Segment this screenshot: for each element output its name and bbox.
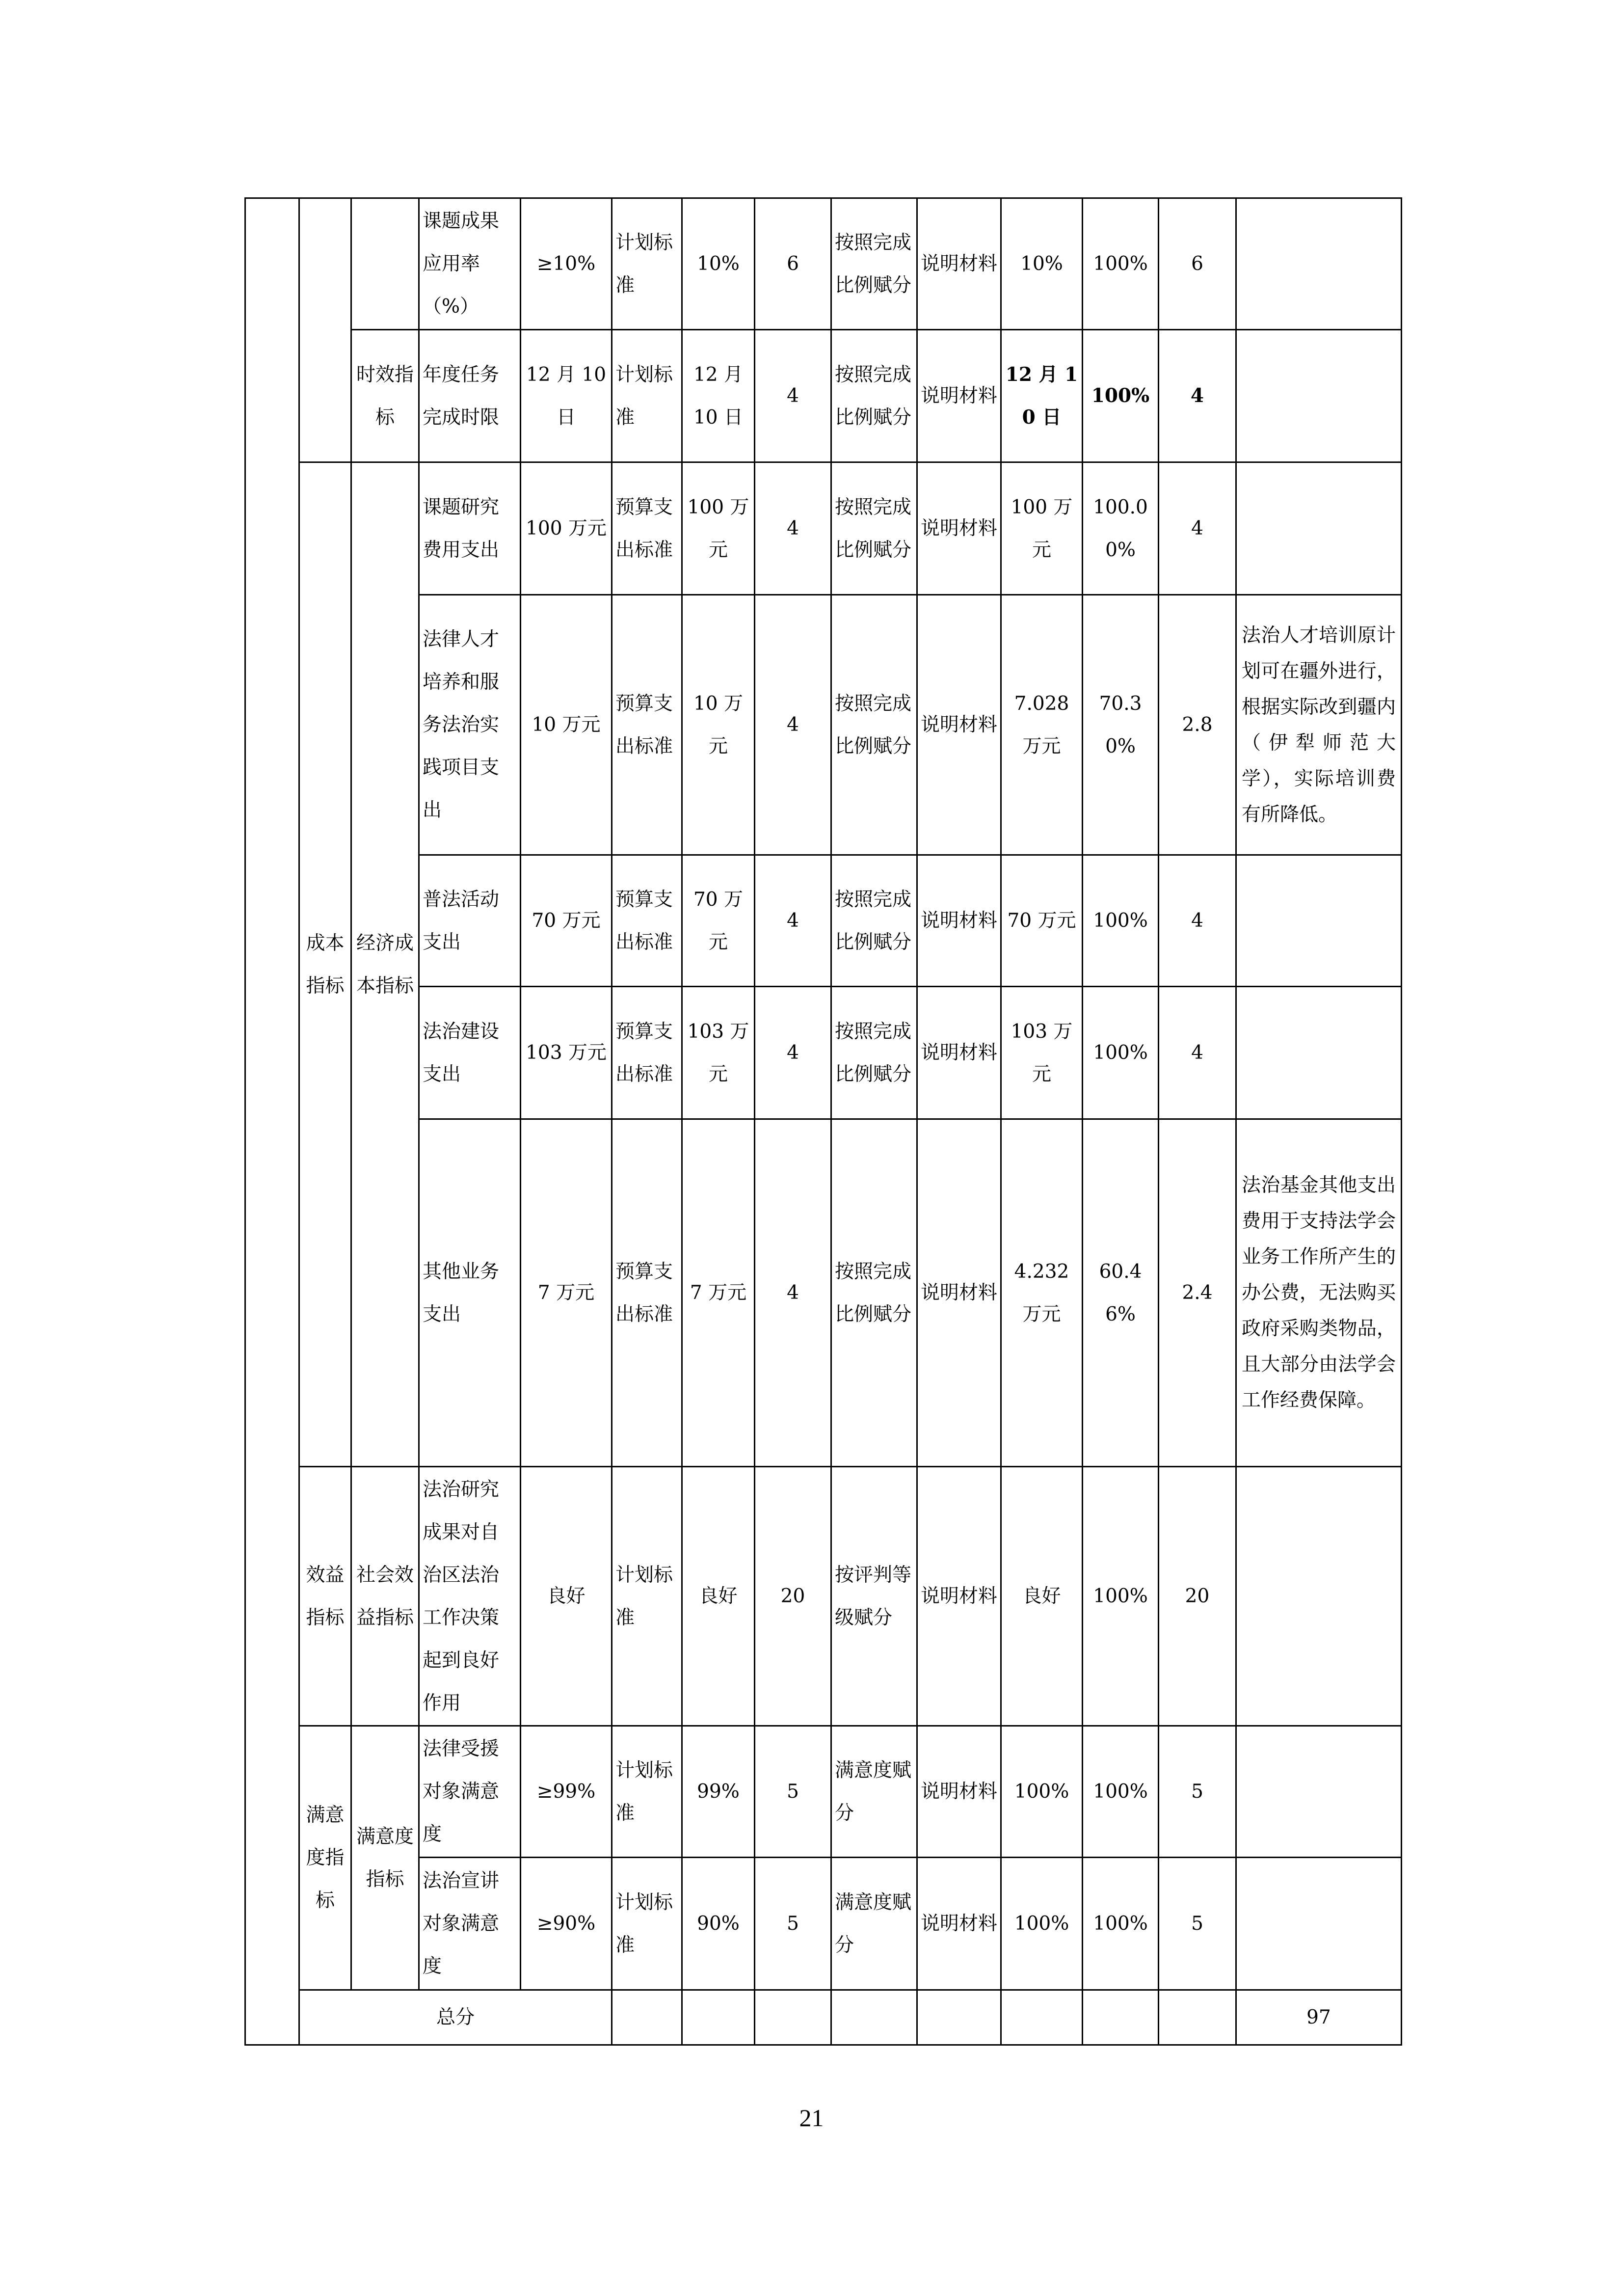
- standard-cell: 计划标准: [612, 1467, 682, 1726]
- evidence-cell: 说明材料: [917, 462, 1001, 595]
- weight-cell: 4: [755, 987, 831, 1119]
- score-cell: 20: [1159, 1467, 1236, 1726]
- indicator-cell: 课题成果应用率（%）: [419, 198, 521, 330]
- actual-cell: 70 万元: [1001, 855, 1083, 987]
- note-cell: [1236, 1726, 1402, 1858]
- method-cell: 按照完成比例赋分: [831, 198, 917, 330]
- table-row: [245, 198, 1402, 330]
- rate-cell: 100%: [1083, 330, 1159, 462]
- indicator-cell: 年度任务完成时限: [419, 330, 521, 462]
- table-row: [245, 462, 1402, 595]
- weight-cell: 4: [755, 855, 831, 987]
- table-row: [245, 330, 1402, 462]
- total-score: 97: [1236, 1990, 1402, 2045]
- rate-cell: 60.46%: [1083, 1119, 1159, 1467]
- page-number: 21: [799, 2104, 824, 2132]
- score-cell: 2.4: [1159, 1119, 1236, 1467]
- table-row: [245, 1467, 1402, 1726]
- actual-cell: 4.232 万元: [1001, 1119, 1083, 1467]
- sub-indicator-cell: 时效指标: [351, 330, 419, 462]
- note-cell: [1236, 987, 1402, 1119]
- note-cell: [1236, 1858, 1402, 1990]
- score-cell: 6: [1159, 198, 1236, 330]
- rate-cell: 100%: [1083, 1467, 1159, 1726]
- evidence-cell: 说明材料: [917, 1726, 1001, 1858]
- indicator-cell: 法治研究成果对自治区法治工作决策起到良好作用: [419, 1467, 521, 1726]
- actual-cell: 100 万元: [1001, 462, 1083, 595]
- evidence-cell: 说明材料: [917, 855, 1001, 987]
- standard-cell: 计划标准: [612, 198, 682, 330]
- rate-cell: 70.30%: [1083, 595, 1159, 855]
- category-cell: 满意度指标: [299, 1726, 351, 1990]
- standard-value-cell: 7 万元: [682, 1119, 755, 1467]
- empty-cell: [612, 1990, 682, 2045]
- rate-cell: 100%: [1083, 987, 1159, 1119]
- weight-cell: 6: [755, 198, 831, 330]
- empty-cell: [831, 1990, 917, 2045]
- table-row: [245, 987, 1402, 1119]
- actual-cell: 12 月 10 日: [1001, 330, 1083, 462]
- weight-cell: 20: [755, 1467, 831, 1726]
- rate-cell: 100.00%: [1083, 462, 1159, 595]
- standard-value-cell: 70 万元: [682, 855, 755, 987]
- outer-category-cell: [245, 198, 299, 2045]
- annual-target-cell: 12 月 10 日: [521, 330, 612, 462]
- annual-target-cell: 100 万元: [521, 462, 612, 595]
- indicator-cell: 法律受援对象满意度: [419, 1726, 521, 1858]
- standard-value-cell: 良好: [682, 1467, 755, 1726]
- indicator-cell: 法治宣讲对象满意度: [419, 1858, 521, 1990]
- annual-target-cell: 10 万元: [521, 595, 612, 855]
- sub-indicator-cell: 经济成本指标: [351, 462, 419, 1467]
- actual-cell: 良好: [1001, 1467, 1083, 1726]
- annual-target-cell: 良好: [521, 1467, 612, 1726]
- empty-cell: [1159, 1990, 1236, 2045]
- actual-cell: 10%: [1001, 198, 1083, 330]
- empty-cell: [755, 1990, 831, 2045]
- evidence-cell: 说明材料: [917, 987, 1001, 1119]
- method-cell: 满意度赋分: [831, 1858, 917, 1990]
- indicator-cell: 课题研究费用支出: [419, 462, 521, 595]
- score-cell: 4: [1159, 987, 1236, 1119]
- performance-indicator-table: [244, 197, 1402, 2046]
- indicator-cell: 法律人才培养和服务法治实践项目支出: [419, 595, 521, 855]
- method-cell: 按照完成比例赋分: [831, 462, 917, 595]
- standard-value-cell: 10 万元: [682, 595, 755, 855]
- evidence-cell: 说明材料: [917, 1467, 1001, 1726]
- indicator-cell: 普法活动支出: [419, 855, 521, 987]
- standard-value-cell: 99%: [682, 1726, 755, 1858]
- indicator-cell: 法治建设支出: [419, 987, 521, 1119]
- sub-indicator-cell: 满意度指标: [351, 1726, 419, 1990]
- standard-value-cell: 100 万元: [682, 462, 755, 595]
- method-cell: 满意度赋分: [831, 1726, 917, 1858]
- actual-cell: 103 万元: [1001, 987, 1083, 1119]
- evidence-cell: 说明材料: [917, 1119, 1001, 1467]
- weight-cell: 4: [755, 330, 831, 462]
- score-cell: 5: [1159, 1858, 1236, 1990]
- standard-cell: 计划标准: [612, 330, 682, 462]
- category-cell: [299, 198, 351, 462]
- rate-cell: 100%: [1083, 855, 1159, 987]
- sub-indicator-cell: [351, 198, 419, 330]
- evidence-cell: 说明材料: [917, 595, 1001, 855]
- empty-cell: [682, 1990, 755, 2045]
- score-cell: 4: [1159, 462, 1236, 595]
- category-cell: 效益指标: [299, 1467, 351, 1726]
- standard-value-cell: 90%: [682, 1858, 755, 1990]
- standard-cell: 计划标准: [612, 1726, 682, 1858]
- method-cell: 按照完成比例赋分: [831, 855, 917, 987]
- standard-cell: 预算支出标准: [612, 1119, 682, 1467]
- sub-indicator-cell: 社会效益指标: [351, 1467, 419, 1726]
- standard-cell: 预算支出标准: [612, 595, 682, 855]
- table-row: [245, 595, 1402, 855]
- score-cell: 2.8: [1159, 595, 1236, 855]
- table-row: [245, 1726, 1402, 1858]
- rate-cell: 100%: [1083, 1858, 1159, 1990]
- standard-cell: 预算支出标准: [612, 987, 682, 1119]
- annual-target-cell: 7 万元: [521, 1119, 612, 1467]
- actual-cell: 100%: [1001, 1858, 1083, 1990]
- score-cell: 4: [1159, 855, 1236, 987]
- method-cell: 按评判等级赋分: [831, 1467, 917, 1726]
- standard-value-cell: 12 月 10 日: [682, 330, 755, 462]
- standard-cell: 计划标准: [612, 1858, 682, 1990]
- weight-cell: 5: [755, 1726, 831, 1858]
- empty-cell: [917, 1990, 1001, 2045]
- evidence-cell: 说明材料: [917, 198, 1001, 330]
- evidence-cell: 说明材料: [917, 330, 1001, 462]
- score-cell: 4: [1159, 330, 1236, 462]
- weight-cell: 4: [755, 595, 831, 855]
- actual-cell: 100%: [1001, 1726, 1083, 1858]
- note-cell: 法治基金其他支出费用于支持法学会业务工作所产生的办公费，无法购买政府采购类物品，且大部分由法学会工作经费保障。: [1236, 1119, 1402, 1467]
- category-cell: 成本指标: [299, 462, 351, 1467]
- evidence-cell: 说明材料: [917, 1858, 1001, 1990]
- note-cell: [1236, 1467, 1402, 1726]
- annual-target-cell: 70 万元: [521, 855, 612, 987]
- standard-value-cell: 10%: [682, 198, 755, 330]
- standard-cell: 预算支出标准: [612, 855, 682, 987]
- table-row: [245, 855, 1402, 987]
- weight-cell: 5: [755, 1858, 831, 1990]
- note-cell: [1236, 198, 1402, 330]
- table-row: [245, 1858, 1402, 1990]
- standard-cell: 预算支出标准: [612, 462, 682, 595]
- total-row: [245, 1990, 1402, 2045]
- total-label: 总分: [299, 1990, 612, 2045]
- weight-cell: 4: [755, 462, 831, 595]
- rate-cell: 100%: [1083, 198, 1159, 330]
- indicator-cell: 其他业务支出: [419, 1119, 521, 1467]
- note-cell: 法治人才培训原计划可在疆外进行，根据实际改到疆内（伊犁师范大学），实际培训费有所降低。: [1236, 595, 1402, 855]
- actual-cell: 7.028 万元: [1001, 595, 1083, 855]
- method-cell: 按照完成比例赋分: [831, 330, 917, 462]
- rate-cell: 100%: [1083, 1726, 1159, 1858]
- table-row: [245, 1119, 1402, 1467]
- annual-target-cell: ≥90%: [521, 1858, 612, 1990]
- note-cell: [1236, 330, 1402, 462]
- method-cell: 按照完成比例赋分: [831, 1119, 917, 1467]
- note-cell: [1236, 462, 1402, 595]
- method-cell: 按照完成比例赋分: [831, 595, 917, 855]
- empty-cell: [1083, 1990, 1159, 2045]
- empty-cell: [1001, 1990, 1083, 2045]
- score-cell: 5: [1159, 1726, 1236, 1858]
- method-cell: 按照完成比例赋分: [831, 987, 917, 1119]
- note-cell: [1236, 855, 1402, 987]
- annual-target-cell: ≥10%: [521, 198, 612, 330]
- annual-target-cell: 103 万元: [521, 987, 612, 1119]
- standard-value-cell: 103 万元: [682, 987, 755, 1119]
- annual-target-cell: ≥99%: [521, 1726, 612, 1858]
- weight-cell: 4: [755, 1119, 831, 1467]
